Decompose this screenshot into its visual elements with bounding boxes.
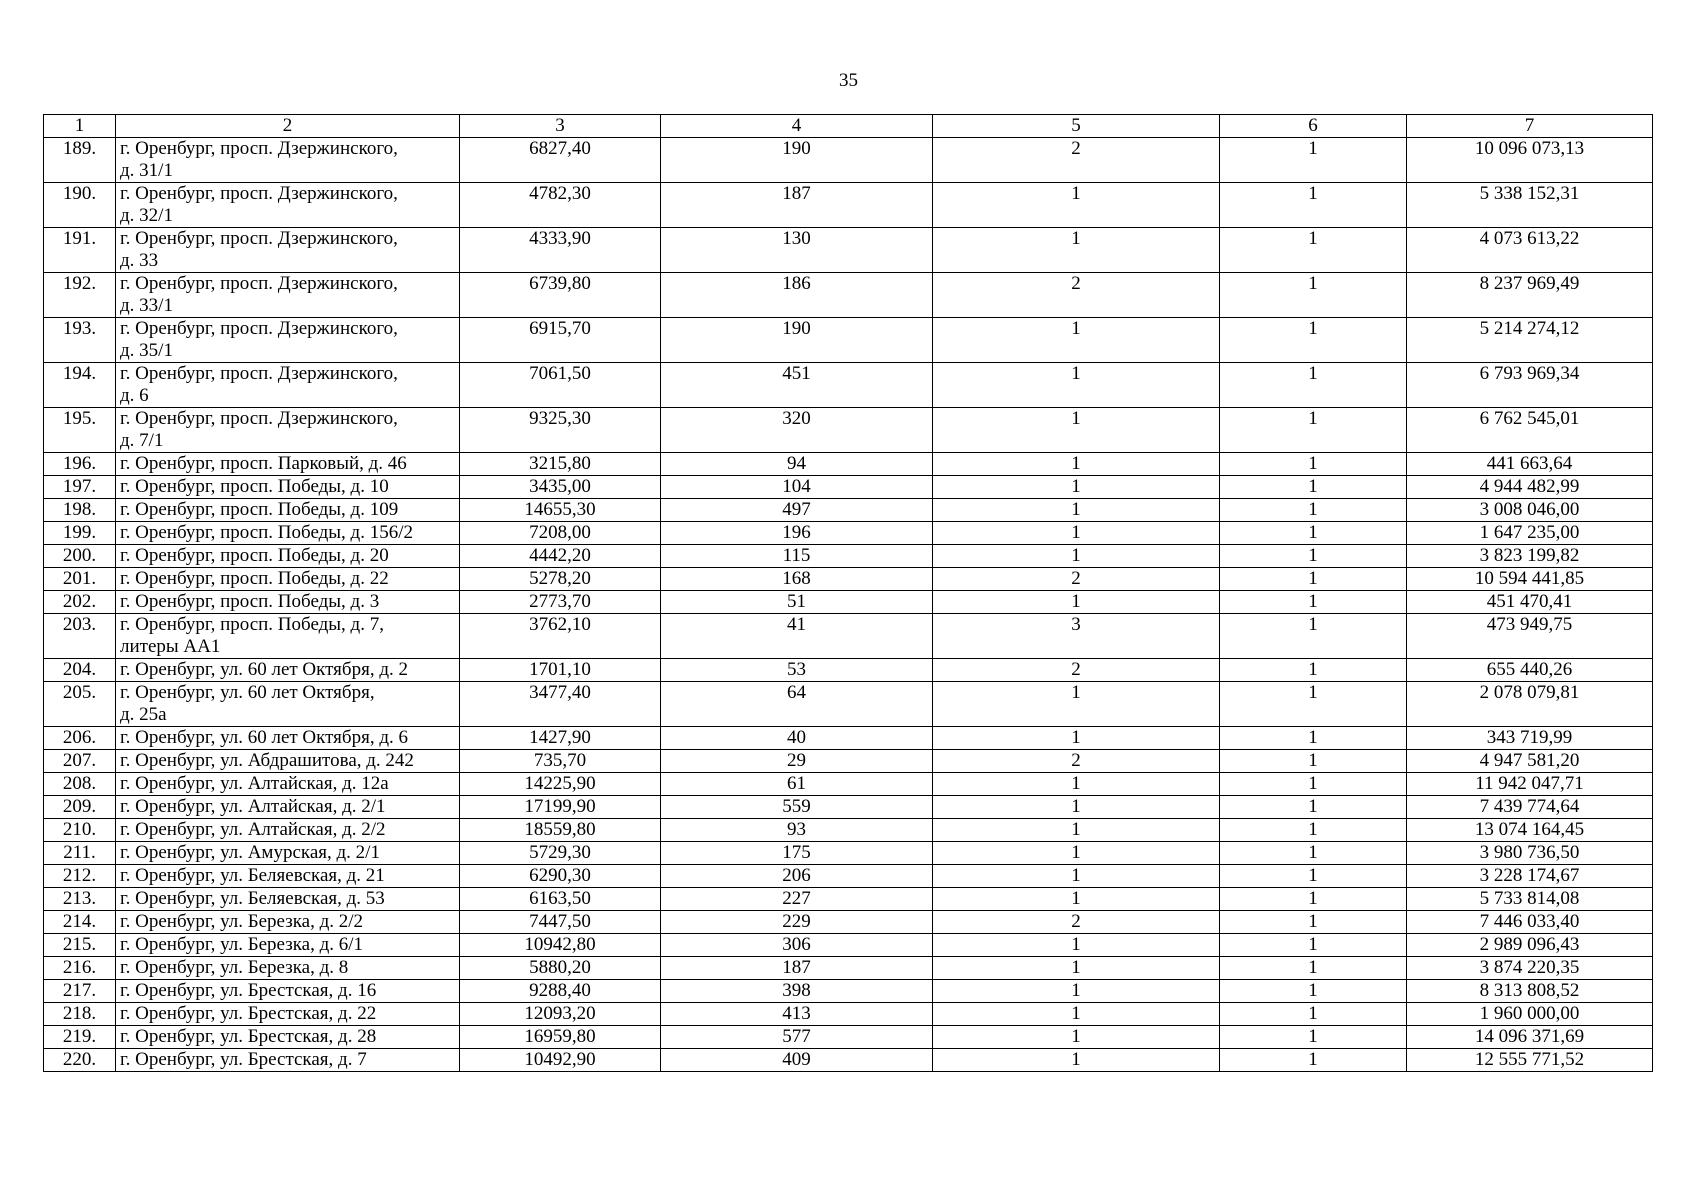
address-cell: г. Оренбург, ул. Брестская, д. 22 xyxy=(116,1003,460,1026)
row-number: 199. xyxy=(44,522,116,545)
value-cell: 2 xyxy=(933,568,1220,591)
amount-cell: 8 313 808,52 xyxy=(1407,980,1653,1003)
value-cell: 1 xyxy=(933,727,1220,750)
count-cell: 115 xyxy=(661,545,933,568)
area-cell: 6290,30 xyxy=(460,865,661,888)
count-cell: 186 xyxy=(661,273,933,318)
value-cell: 1 xyxy=(933,957,1220,980)
row-number: 193. xyxy=(44,318,116,363)
column-header: 3 xyxy=(460,115,661,138)
row-number: 207. xyxy=(44,750,116,773)
table-row xyxy=(44,727,1653,750)
table-row xyxy=(44,911,1653,934)
row-number: 214. xyxy=(44,911,116,934)
value-cell: 1 xyxy=(1220,819,1407,842)
value-cell: 1 xyxy=(933,318,1220,363)
value-cell: 1 xyxy=(933,183,1220,228)
address-cell: г. Оренбург, ул. Абдрашитова, д. 242 xyxy=(116,750,460,773)
column-header: 4 xyxy=(661,115,933,138)
registry-table xyxy=(43,114,1653,1072)
area-cell: 6163,50 xyxy=(460,888,661,911)
address-cell: г. Оренбург, ул. Березка, д. 2/2 xyxy=(116,911,460,934)
value-cell: 1 xyxy=(1220,614,1407,659)
table-row xyxy=(44,591,1653,614)
count-cell: 229 xyxy=(661,911,933,934)
row-number: 190. xyxy=(44,183,116,228)
area-cell: 14225,90 xyxy=(460,773,661,796)
count-cell: 104 xyxy=(661,476,933,499)
address-cell: г. Оренбург, просп. Победы, д. 156/2 xyxy=(116,522,460,545)
value-cell: 1 xyxy=(933,934,1220,957)
table-row xyxy=(44,228,1653,273)
amount-cell: 451 470,41 xyxy=(1407,591,1653,614)
area-cell: 3435,00 xyxy=(460,476,661,499)
table-row xyxy=(44,773,1653,796)
area-cell: 9288,40 xyxy=(460,980,661,1003)
count-cell: 130 xyxy=(661,228,933,273)
row-number: 201. xyxy=(44,568,116,591)
address-cell: г. Оренбург, ул. Беляевская, д. 53 xyxy=(116,888,460,911)
table-row xyxy=(44,318,1653,363)
address-cell: г. Оренбург, просп. Победы, д. 20 xyxy=(116,545,460,568)
count-cell: 409 xyxy=(661,1049,933,1072)
count-cell: 168 xyxy=(661,568,933,591)
value-cell: 1 xyxy=(1220,138,1407,183)
table-row xyxy=(44,1003,1653,1026)
table-row xyxy=(44,568,1653,591)
area-cell: 735,70 xyxy=(460,750,661,773)
value-cell: 1 xyxy=(933,888,1220,911)
address-cell: г. Оренбург, просп. Дзержинского, д. 35/1 xyxy=(116,318,460,363)
address-cell: г. Оренбург, просп. Победы, д. 22 xyxy=(116,568,460,591)
amount-cell: 5 338 152,31 xyxy=(1407,183,1653,228)
address-cell: г. Оренбург, просп. Дзержинского, д. 33/1 xyxy=(116,273,460,318)
count-cell: 227 xyxy=(661,888,933,911)
address-cell: г. Оренбург, просп. Победы, д. 10 xyxy=(116,476,460,499)
row-number: 204. xyxy=(44,659,116,682)
amount-cell: 2 078 079,81 xyxy=(1407,682,1653,727)
value-cell: 1 xyxy=(1220,545,1407,568)
amount-cell: 4 073 613,22 xyxy=(1407,228,1653,273)
table-row xyxy=(44,453,1653,476)
row-number: 191. xyxy=(44,228,116,273)
table-row xyxy=(44,750,1653,773)
address-cell: г. Оренбург, ул. Алтайская, д. 2/1 xyxy=(116,796,460,819)
amount-cell: 2 989 096,43 xyxy=(1407,934,1653,957)
count-cell: 64 xyxy=(661,682,933,727)
area-cell: 5278,20 xyxy=(460,568,661,591)
address-cell: г. Оренбург, просп. Дзержинского, д. 31/1 xyxy=(116,138,460,183)
value-cell: 1 xyxy=(933,842,1220,865)
amount-cell: 10 096 073,13 xyxy=(1407,138,1653,183)
row-number: 195. xyxy=(44,408,116,453)
row-number: 196. xyxy=(44,453,116,476)
value-cell: 1 xyxy=(1220,957,1407,980)
count-cell: 187 xyxy=(661,183,933,228)
address-cell: г. Оренбург, просп. Победы, д. 109 xyxy=(116,499,460,522)
count-cell: 29 xyxy=(661,750,933,773)
value-cell: 1 xyxy=(1220,453,1407,476)
row-number: 215. xyxy=(44,934,116,957)
amount-cell: 1 960 000,00 xyxy=(1407,1003,1653,1026)
table-row xyxy=(44,682,1653,727)
address-cell: г. Оренбург, ул. 60 лет Октября, д. 6 xyxy=(116,727,460,750)
address-cell: г. Оренбург, ул. Алтайская, д. 2/2 xyxy=(116,819,460,842)
area-cell: 12093,20 xyxy=(460,1003,661,1026)
count-cell: 93 xyxy=(661,819,933,842)
row-number: 218. xyxy=(44,1003,116,1026)
column-header: 1 xyxy=(44,115,116,138)
address-cell: г. Оренбург, просп. Парковый, д. 46 xyxy=(116,453,460,476)
area-cell: 5729,30 xyxy=(460,842,661,865)
area-cell: 7061,50 xyxy=(460,363,661,408)
value-cell: 1 xyxy=(933,591,1220,614)
value-cell: 1 xyxy=(933,1049,1220,1072)
area-cell: 4442,20 xyxy=(460,545,661,568)
count-cell: 61 xyxy=(661,773,933,796)
value-cell: 1 xyxy=(933,408,1220,453)
area-cell: 9325,30 xyxy=(460,408,661,453)
area-cell: 7447,50 xyxy=(460,911,661,934)
address-cell: г. Оренбург, ул. 60 лет Октября, д. 2 xyxy=(116,659,460,682)
value-cell: 1 xyxy=(1220,750,1407,773)
value-cell: 1 xyxy=(1220,934,1407,957)
column-header: 6 xyxy=(1220,115,1407,138)
count-cell: 577 xyxy=(661,1026,933,1049)
area-cell: 16959,80 xyxy=(460,1026,661,1049)
area-cell: 1427,90 xyxy=(460,727,661,750)
value-cell: 1 xyxy=(1220,591,1407,614)
value-cell: 1 xyxy=(1220,888,1407,911)
area-cell: 14655,30 xyxy=(460,499,661,522)
value-cell: 1 xyxy=(1220,1049,1407,1072)
amount-cell: 14 096 371,69 xyxy=(1407,1026,1653,1049)
value-cell: 1 xyxy=(1220,499,1407,522)
value-cell: 1 xyxy=(933,363,1220,408)
count-cell: 196 xyxy=(661,522,933,545)
amount-cell: 3 980 736,50 xyxy=(1407,842,1653,865)
area-cell: 6739,80 xyxy=(460,273,661,318)
value-cell: 2 xyxy=(933,750,1220,773)
count-cell: 398 xyxy=(661,980,933,1003)
amount-cell: 3 823 199,82 xyxy=(1407,545,1653,568)
value-cell: 1 xyxy=(1220,1026,1407,1049)
address-cell: г. Оренбург, ул. Брестская, д. 7 xyxy=(116,1049,460,1072)
table-row xyxy=(44,138,1653,183)
value-cell: 3 xyxy=(933,614,1220,659)
value-cell: 1 xyxy=(933,545,1220,568)
amount-cell: 5 214 274,12 xyxy=(1407,318,1653,363)
table-row xyxy=(44,842,1653,865)
count-cell: 320 xyxy=(661,408,933,453)
address-cell: г. Оренбург, ул. Брестская, д. 28 xyxy=(116,1026,460,1049)
table-row xyxy=(44,865,1653,888)
address-cell: г. Оренбург, просп. Дзержинского, д. 33 xyxy=(116,228,460,273)
row-number: 216. xyxy=(44,957,116,980)
value-cell: 1 xyxy=(1220,273,1407,318)
count-cell: 190 xyxy=(661,318,933,363)
area-cell: 4782,30 xyxy=(460,183,661,228)
row-number: 208. xyxy=(44,773,116,796)
table-row xyxy=(44,659,1653,682)
amount-cell: 7 446 033,40 xyxy=(1407,911,1653,934)
table-row xyxy=(44,819,1653,842)
amount-cell: 6 793 969,34 xyxy=(1407,363,1653,408)
value-cell: 1 xyxy=(1220,980,1407,1003)
value-cell: 1 xyxy=(1220,228,1407,273)
table-body xyxy=(44,138,1653,1072)
column-header: 5 xyxy=(933,115,1220,138)
amount-cell: 11 942 047,71 xyxy=(1407,773,1653,796)
row-number: 194. xyxy=(44,363,116,408)
count-cell: 41 xyxy=(661,614,933,659)
address-cell: г. Оренбург, ул. Березка, д. 8 xyxy=(116,957,460,980)
amount-cell: 10 594 441,85 xyxy=(1407,568,1653,591)
row-number: 197. xyxy=(44,476,116,499)
amount-cell: 12 555 771,52 xyxy=(1407,1049,1653,1072)
amount-cell: 655 440,26 xyxy=(1407,659,1653,682)
row-number: 205. xyxy=(44,682,116,727)
value-cell: 1 xyxy=(933,499,1220,522)
table-row xyxy=(44,545,1653,568)
count-cell: 175 xyxy=(661,842,933,865)
table-row xyxy=(44,363,1653,408)
amount-cell: 1 647 235,00 xyxy=(1407,522,1653,545)
count-cell: 187 xyxy=(661,957,933,980)
area-cell: 1701,10 xyxy=(460,659,661,682)
value-cell: 1 xyxy=(933,819,1220,842)
value-cell: 2 xyxy=(933,273,1220,318)
area-cell: 7208,00 xyxy=(460,522,661,545)
amount-cell: 441 663,64 xyxy=(1407,453,1653,476)
value-cell: 1 xyxy=(1220,682,1407,727)
count-cell: 94 xyxy=(661,453,933,476)
address-cell: г. Оренбург, просп. Победы, д. 7, литеры АА1 xyxy=(116,614,460,659)
area-cell: 4333,90 xyxy=(460,228,661,273)
row-number: 206. xyxy=(44,727,116,750)
amount-cell: 3 008 046,00 xyxy=(1407,499,1653,522)
amount-cell: 343 719,99 xyxy=(1407,727,1653,750)
count-cell: 53 xyxy=(661,659,933,682)
value-cell: 1 xyxy=(1220,911,1407,934)
value-cell: 1 xyxy=(1220,659,1407,682)
value-cell: 2 xyxy=(933,659,1220,682)
area-cell: 17199,90 xyxy=(460,796,661,819)
value-cell: 1 xyxy=(933,476,1220,499)
address-cell: г. Оренбург, ул. 60 лет Октября, д. 25а xyxy=(116,682,460,727)
value-cell: 1 xyxy=(1220,796,1407,819)
row-number: 192. xyxy=(44,273,116,318)
table-row xyxy=(44,888,1653,911)
row-number: 210. xyxy=(44,819,116,842)
table-header-row xyxy=(44,115,1653,138)
value-cell: 1 xyxy=(933,522,1220,545)
table-row xyxy=(44,499,1653,522)
value-cell: 1 xyxy=(933,796,1220,819)
amount-cell: 4 947 581,20 xyxy=(1407,750,1653,773)
count-cell: 413 xyxy=(661,1003,933,1026)
value-cell: 1 xyxy=(933,1003,1220,1026)
table-row xyxy=(44,408,1653,453)
value-cell: 1 xyxy=(1220,727,1407,750)
column-header: 2 xyxy=(116,115,460,138)
amount-cell: 4 944 482,99 xyxy=(1407,476,1653,499)
value-cell: 1 xyxy=(1220,1003,1407,1026)
address-cell: г. Оренбург, ул. Беляевская, д. 21 xyxy=(116,865,460,888)
value-cell: 1 xyxy=(933,865,1220,888)
table-row xyxy=(44,273,1653,318)
row-number: 200. xyxy=(44,545,116,568)
table-row xyxy=(44,1049,1653,1072)
count-cell: 497 xyxy=(661,499,933,522)
table-row xyxy=(44,522,1653,545)
table-row xyxy=(44,934,1653,957)
address-cell: г. Оренбург, просп. Дзержинского, д. 7/1 xyxy=(116,408,460,453)
count-cell: 559 xyxy=(661,796,933,819)
amount-cell: 8 237 969,49 xyxy=(1407,273,1653,318)
address-cell: г. Оренбург, просп. Дзержинского, д. 6 xyxy=(116,363,460,408)
area-cell: 6827,40 xyxy=(460,138,661,183)
count-cell: 206 xyxy=(661,865,933,888)
area-cell: 10942,80 xyxy=(460,934,661,957)
address-cell: г. Оренбург, ул. Березка, д. 6/1 xyxy=(116,934,460,957)
amount-cell: 7 439 774,64 xyxy=(1407,796,1653,819)
area-cell: 2773,70 xyxy=(460,591,661,614)
value-cell: 1 xyxy=(1220,842,1407,865)
value-cell: 1 xyxy=(1220,522,1407,545)
amount-cell: 473 949,75 xyxy=(1407,614,1653,659)
row-number: 219. xyxy=(44,1026,116,1049)
address-cell: г. Оренбург, ул. Алтайская, д. 12а xyxy=(116,773,460,796)
area-cell: 3477,40 xyxy=(460,682,661,727)
amount-cell: 3 874 220,35 xyxy=(1407,957,1653,980)
value-cell: 1 xyxy=(933,773,1220,796)
count-cell: 40 xyxy=(661,727,933,750)
row-number: 189. xyxy=(44,138,116,183)
value-cell: 1 xyxy=(1220,773,1407,796)
area-cell: 3762,10 xyxy=(460,614,661,659)
value-cell: 1 xyxy=(933,980,1220,1003)
page-number: 35 xyxy=(839,70,858,91)
row-number: 220. xyxy=(44,1049,116,1072)
area-cell: 10492,90 xyxy=(460,1049,661,1072)
value-cell: 2 xyxy=(933,911,1220,934)
address-cell: г. Оренбург, просп. Победы, д. 3 xyxy=(116,591,460,614)
amount-cell: 3 228 174,67 xyxy=(1407,865,1653,888)
address-cell: г. Оренбург, просп. Дзержинского, д. 32/1 xyxy=(116,183,460,228)
table-row xyxy=(44,957,1653,980)
value-cell: 1 xyxy=(933,228,1220,273)
value-cell: 1 xyxy=(1220,183,1407,228)
row-number: 198. xyxy=(44,499,116,522)
value-cell: 1 xyxy=(1220,408,1407,453)
row-number: 211. xyxy=(44,842,116,865)
table-row xyxy=(44,183,1653,228)
value-cell: 1 xyxy=(1220,865,1407,888)
count-cell: 190 xyxy=(661,138,933,183)
value-cell: 1 xyxy=(933,1026,1220,1049)
area-cell: 3215,80 xyxy=(460,453,661,476)
value-cell: 1 xyxy=(1220,318,1407,363)
row-number: 202. xyxy=(44,591,116,614)
value-cell: 1 xyxy=(1220,568,1407,591)
count-cell: 51 xyxy=(661,591,933,614)
address-cell: г. Оренбург, ул. Брестская, д. 16 xyxy=(116,980,460,1003)
row-number: 217. xyxy=(44,980,116,1003)
count-cell: 451 xyxy=(661,363,933,408)
area-cell: 6915,70 xyxy=(460,318,661,363)
row-number: 203. xyxy=(44,614,116,659)
value-cell: 1 xyxy=(933,453,1220,476)
count-cell: 306 xyxy=(661,934,933,957)
value-cell: 1 xyxy=(933,682,1220,727)
area-cell: 18559,80 xyxy=(460,819,661,842)
table-row xyxy=(44,980,1653,1003)
area-cell: 5880,20 xyxy=(460,957,661,980)
amount-cell: 5 733 814,08 xyxy=(1407,888,1653,911)
address-cell: г. Оренбург, ул. Амурская, д. 2/1 xyxy=(116,842,460,865)
table-row xyxy=(44,1026,1653,1049)
amount-cell: 6 762 545,01 xyxy=(1407,408,1653,453)
table-row xyxy=(44,614,1653,659)
value-cell: 2 xyxy=(933,138,1220,183)
value-cell: 1 xyxy=(1220,363,1407,408)
row-number: 209. xyxy=(44,796,116,819)
table-row xyxy=(44,796,1653,819)
row-number: 212. xyxy=(44,865,116,888)
amount-cell: 13 074 164,45 xyxy=(1407,819,1653,842)
value-cell: 1 xyxy=(1220,476,1407,499)
table-row xyxy=(44,476,1653,499)
column-header: 7 xyxy=(1407,115,1653,138)
row-number: 213. xyxy=(44,888,116,911)
